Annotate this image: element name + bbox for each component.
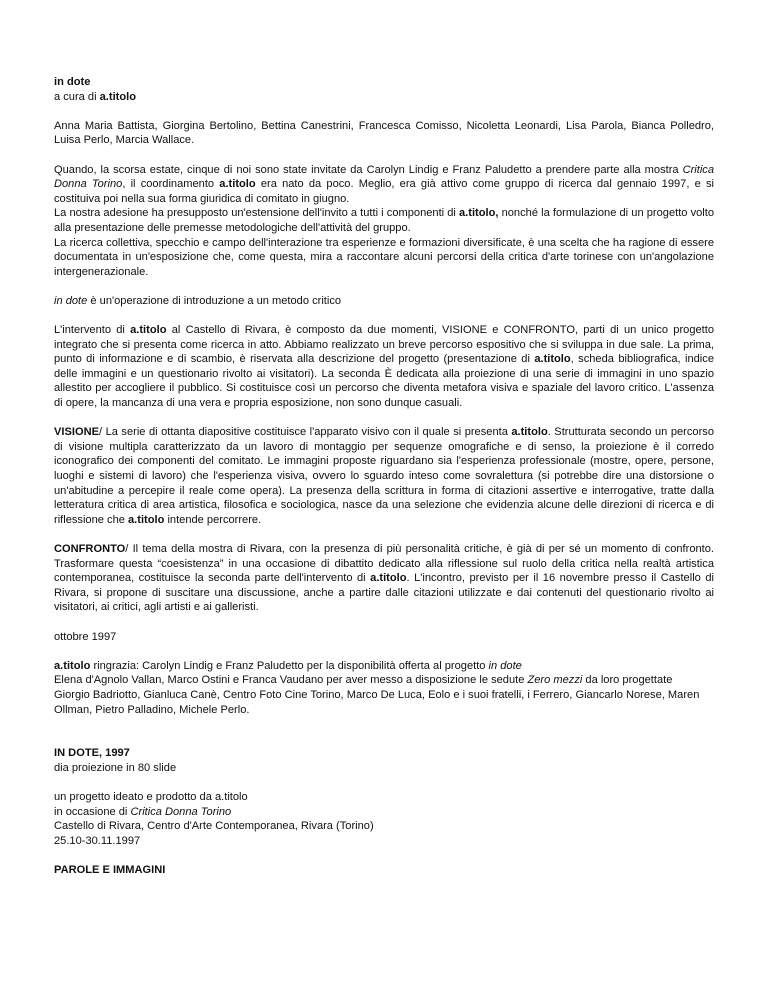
intervention-paragraph: L'intervento di a.titolo al Castello di Rivara, è composto da due momenti, VISIONE e CONFRONTO, parti di un unico progetto integrato che si presenta come ricerca in atto. Abbiamo realizzato un breve percorso espositivo che si sviluppa in due sale. La prima, punto di informazione e di scambio, è riservata alla descrizione del progetto (presentazione di a.titolo, scheda bibliografica, indice delle immagini e un questionario rivolto ai visitatori). La seconda È dedicata alla proiezione di una serie di immagini in uno spazio allestito per accogliere il pubblico. Si costituisce così un percorso che diventa metafora visiva e spaziale del lavoro critico. L'assenza di opere, la mancanza di una vera e propria esposizione, non sono dunque casuali.	[54, 324, 714, 410]
visione-paragraph: VISIONE/ La serie di ottanta diapositive costituisce l'apparato visivo con il quale si presenta a.titolo. Strutturata secondo un percorso di visione multipla caratterizzato da un lavoro di montaggio per sequenze omografiche e di senso, la proiezione è il corredo iconografico dei componenti del comitato. Le immagini proposte riguardano sia l'esperienza professionale (mostre, opere, persone, luoghi e sistemi di lavoro) che l'esperienza visiva, ovvero lo sguardo inteso come sovralettura (si potrebbe dire una distorsione o un'abitudine a percepire il reale come opera). La presenza della scrittura in forma di citazioni assertive e interrogative, tratte dalla letteratura critica di area artistica, filosofica e sociologica, nasce da una selezione che evidenzia alcune delle direzioni di ricerca e di riflessione che a.titolo intende percorrere.	[54, 426, 714, 526]
curator-line: a cura di a.titolo	[54, 90, 136, 103]
project-title: IN DOTE, 1997	[54, 747, 130, 760]
intro-paragraph-3: La ricerca collettiva, specchio e campo dell'interazione tra esperienze e formazioni diversificate, è una scelta che ha ragione di essere documentata in un'esposizione che, come questa, mira a raccontare alcuni percorsi della critica d'arte torinese con un'angolazione intergenerazionale.	[54, 236, 714, 278]
acknowledgements	[54, 659, 714, 717]
document-title: in dote	[54, 76, 91, 88]
project-line-1: un progetto ideato e prodotto da a.titolo	[54, 790, 248, 803]
authors-list: Anna Maria Battista, Giorgina Bertolino, Bettina Canestrini, Francesca Comisso, Nicoletta Leonardi, Lisa Parola, Bianca Polledro, Luisa Perlo, Marcia Wallace.	[54, 119, 714, 147]
thanks-line-2: Elena d'Agnolo Vallan, Marco Ostini e Franca Vaudano per aver messo a disposizione le sedute Zero mezzi da loro progettate	[54, 674, 673, 687]
intro-paragraph-2: La nostra adesione ha presupposto un'estensione dell'invito a tutti i componenti di a.titolo, nonché la formulazione di un progetto volto alla presentazione delle premesse metodologiche dell'attività del gruppo.	[54, 207, 715, 234]
section-heading: PAROLE E IMMAGINI	[54, 863, 166, 876]
project-subtitle: dia proiezione in 80 slide	[54, 761, 177, 774]
project-line-2: in occasione di Critica Donna Torino	[54, 805, 232, 818]
project-dates: 25.10-30.11.1997	[54, 834, 141, 847]
confronto-paragraph: CONFRONTO/ Il tema della mostra di Rivara, con la presenza di più personalità critiche, è già di per sé un momento di confronto. Trasformare questa “coesistenza” in una occasione di dibattito dedicato alla riflessione sul ruolo della critica nella realtà artistica contemporanea, costituisce la seconda parte dell'intervento di a.titolo. L'incontro, previsto per il 16 novembre presso il Castello di Rivara, si propone di suscitare una discussione, anche a partire dalle citazioni utilizzate e dai contenuti del questionario rivolto ai visitatori, ai critici, agli artisti e ai galleristi.	[54, 543, 714, 614]
document-date: ottobre 1997	[54, 630, 117, 643]
thanks-line-3: Giorgio Badriotto, Gianluca Canè, Centro Foto Cine Torino, Marco De Luca, Eolo e i suoi fratelli, i Ferrero, Giancarlo Norese, Maren Ollman, Pietro Palladino, Michele Perlo.	[54, 688, 700, 716]
project-venue: Castello di Rivara, Centro d'Arte Contemporanea, Rivara (Torino)	[54, 820, 374, 833]
document-page	[54, 75, 714, 877]
method-statement: in dote è un'operazione di introduzione a un metodo critico	[54, 294, 342, 307]
intro-paragraph-1: Quando, la scorsa estate, cinque di noi sono state invitate da Carolyn Lindig e Franz Paludetto a prendere parte alla mostra Critica Donna Torino, il coordinamento a.titolo era nato da poco. Meglio, era già attivo come gruppo di ricerca dal gennaio 1997, e si costituiva poi nella sua forma giuridica di comitato in giugno.	[54, 163, 714, 205]
thanks-line-1: a.titolo ringrazia: Carolyn Lindig e Franz Paludetto per la disponibilità offerta al progetto in dote	[54, 659, 522, 672]
